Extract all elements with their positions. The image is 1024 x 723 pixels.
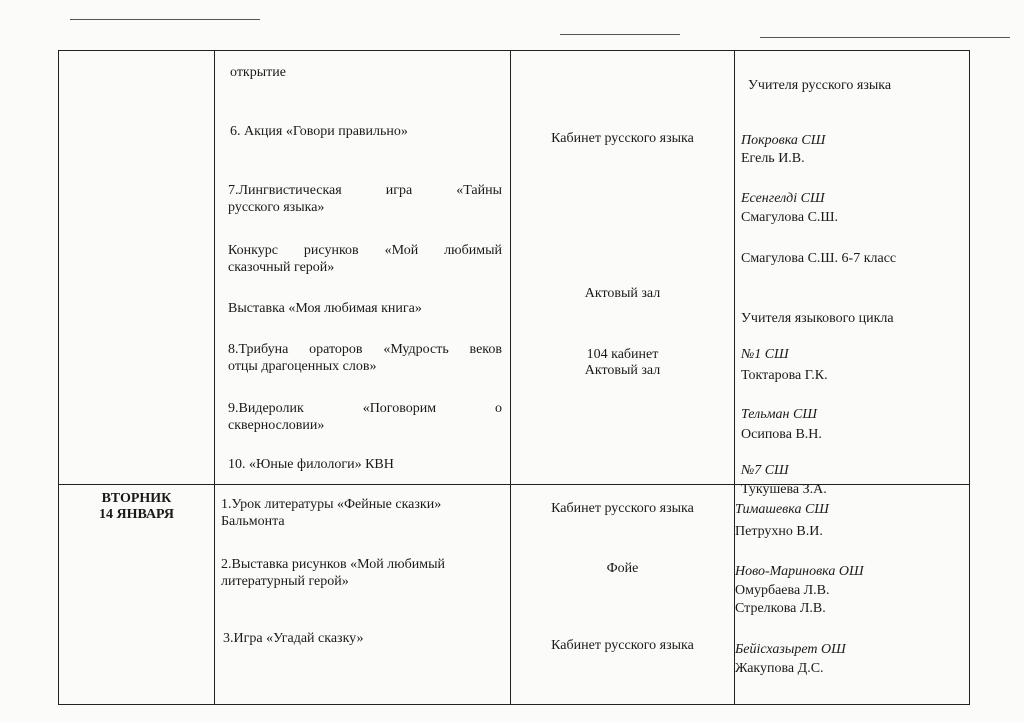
- event-8-line1: 8.Трибуна ораторов «Мудрость веков: [228, 342, 502, 357]
- school-no7: №7 СШ: [741, 463, 789, 478]
- school-novo-marinovka: Ново-Мариновка ОШ: [735, 564, 864, 579]
- event-7-line2: русского языка»: [228, 200, 325, 215]
- place-assembly-hall: Актовый зал: [584, 286, 661, 301]
- teacher-smagulova-6-7: Смагулова С.Ш. 6-7 класс: [741, 251, 897, 266]
- column-divider: [214, 50, 215, 704]
- event-9-line2: сквернословии»: [228, 418, 325, 433]
- school-telman: Тельман СШ: [741, 407, 817, 422]
- teacher-tukusheva: Тукушева З.А.: [741, 482, 827, 497]
- school-timashevka: Тимашевка СШ: [735, 502, 829, 517]
- teacher-zhakupova: Жакупова Д.С.: [735, 661, 824, 676]
- event-exhibition: Выставка «Моя любимая книга»: [228, 301, 422, 316]
- event-lesson-line2: Бальмонта: [221, 514, 285, 529]
- place-assembly-hall-2: Актовый зал: [584, 363, 661, 378]
- event-drawings-line1: 2.Выставка рисунков «Мой любимый: [221, 557, 445, 572]
- event-drawing-line1: Конкурс рисунков «Мой любимый: [228, 243, 502, 258]
- event-lesson-line1: 1.Урок литературы «Фейные сказки»: [221, 497, 442, 512]
- teacher-smagulova: Смагулова С.Ш.: [741, 210, 839, 225]
- school-no1: №1 СШ: [741, 347, 789, 362]
- teacher-toktarova: Токтарова Г.К.: [741, 368, 828, 383]
- scan-artifact-line: [70, 19, 260, 20]
- place-russian-room: Кабинет русского языка: [551, 131, 694, 146]
- place-russian-room-2: Кабинет русского языка: [551, 501, 694, 516]
- event-8-line2: отцы драгоценных слов»: [228, 359, 377, 374]
- scan-artifact-line: [560, 34, 680, 35]
- event-9-line1: 9.Видеролик «Поговорим о: [228, 401, 502, 416]
- event-10: 10. «Юные филологи» КВН: [228, 457, 394, 472]
- responsible-language-teachers: Учителя языкового цикла: [741, 311, 894, 326]
- place-foyer: Фойе: [606, 561, 639, 576]
- school-pokrovka: Покровка СШ: [741, 133, 826, 148]
- teacher-osipova: Осипова В.Н.: [741, 427, 822, 442]
- teacher-omurbaeva: Омурбаева Л.В.: [735, 583, 830, 598]
- teacher-petrukhno: Петрухно В.И.: [735, 524, 823, 539]
- event-drawing-line2: сказочный герой»: [228, 260, 335, 275]
- school-beiiskhazyret: Бейісхазырет ОШ: [735, 642, 846, 657]
- scan-artifact-line: [760, 37, 1010, 38]
- day-label-line1: ВТОРНИК: [101, 491, 172, 506]
- event-7-line1: 7.Лингвистическая игра «Тайны: [228, 183, 502, 198]
- responsible-russian-teachers: Учителя русского языка: [748, 78, 892, 93]
- event-guess-tale: 3.Игра «Угадай сказку»: [223, 631, 364, 646]
- school-esengeldi: Есенгелді СШ: [741, 191, 825, 206]
- teacher-strelkova: Стрелкова Л.В.: [735, 601, 826, 616]
- event-opening-tail: открытие: [230, 65, 286, 80]
- place-room-104: 104 кабинет: [586, 347, 659, 362]
- row-divider: [58, 484, 969, 485]
- day-label-line2: 14 ЯНВАРЯ: [98, 507, 175, 522]
- event-drawings-line2: литературный герой»: [221, 574, 349, 589]
- teacher-egel: Егель И.В.: [741, 151, 805, 166]
- place-russian-room-3: Кабинет русского языка: [551, 638, 694, 653]
- event-6: 6. Акция «Говори правильно»: [230, 124, 408, 139]
